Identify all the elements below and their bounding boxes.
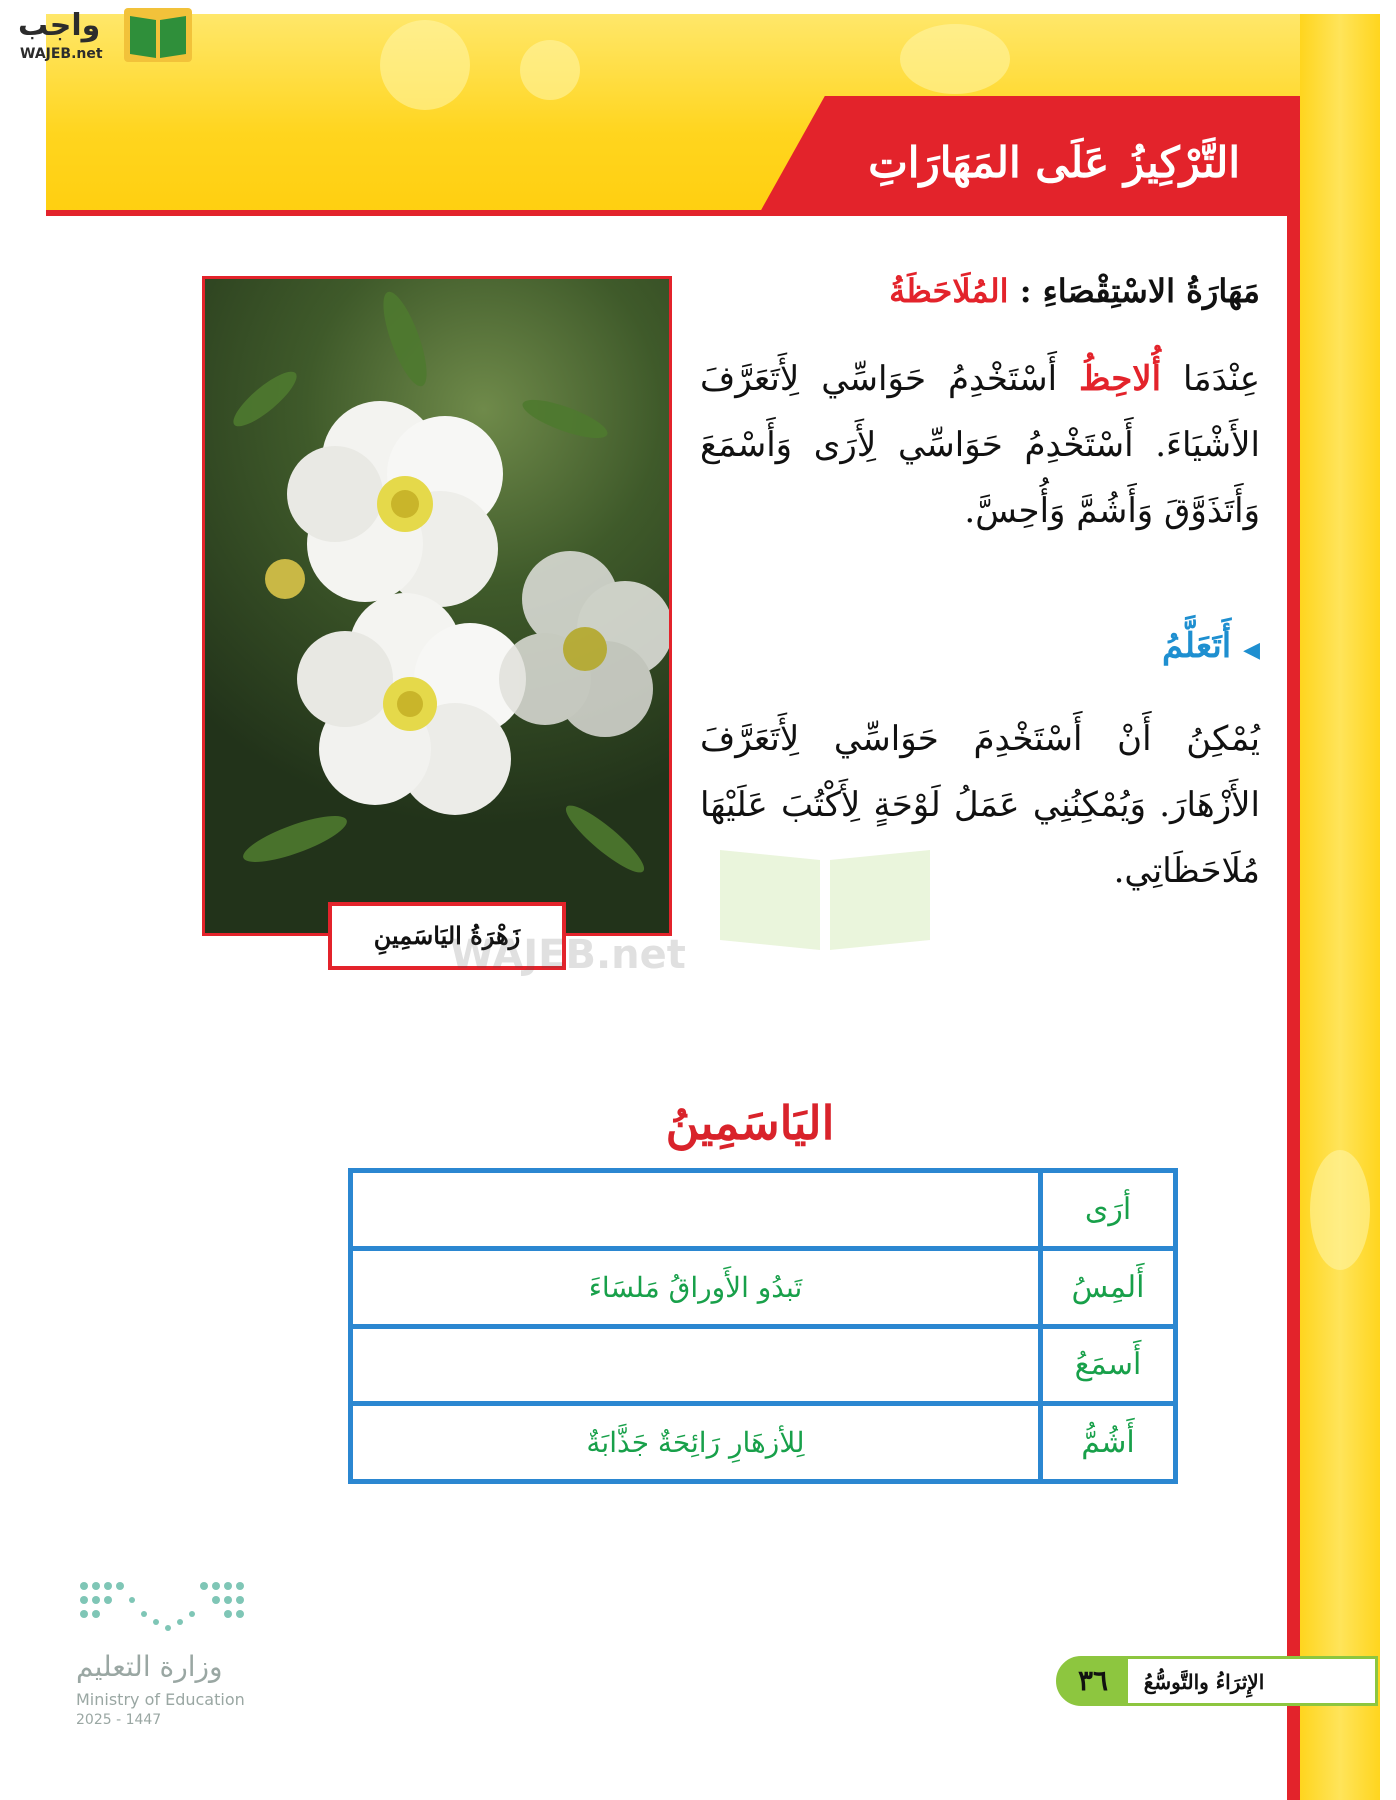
ministry-english: Ministry of Education (76, 1690, 245, 1709)
wajeb-logo[interactable] (10, 4, 190, 66)
flower-top (287, 401, 503, 607)
learn-label: أَتَعَلَّمُ (1162, 626, 1232, 666)
paragraph-rest: أَسْتَخْدِمُ حَوَاسِّي لِأَتَعَرَّفَ الأَشْيَاءَ. أَسْتَخْدِمُ حَوَاسِّي لِأَرَى وَأَسْمَعَ وَأَتَذَوَّقَ وَأَشُمَّ وَأُحِسَّ. (700, 359, 1260, 531)
book-icon (122, 6, 194, 64)
sense-cell: أَسمَعُ (1041, 1326, 1176, 1404)
sense-cell: أرَى (1041, 1171, 1176, 1249)
note-cell[interactable]: تَبدُو الأَوراقُ مَلسَاءَ (351, 1248, 1041, 1326)
ministry-years: 2025 - 1447 (76, 1712, 162, 1728)
skill-name: المُلَاحَظَةُ (889, 272, 1009, 310)
watermark-text: WAJEB.net (450, 932, 686, 978)
note-cell[interactable]: لِلأزهَارِ رَائِحَةٌ جَذَّابَةٌ (351, 1404, 1041, 1482)
right-yellow-band (1300, 14, 1380, 1800)
decor-bubble (380, 20, 470, 110)
decor-bubble (1310, 1150, 1370, 1270)
sense-cell: أَشُمُّ (1041, 1404, 1176, 1482)
table-row (351, 1171, 1176, 1249)
learn-heading (1060, 626, 1260, 676)
table-title: اليَاسَمِينُ (665, 1096, 835, 1150)
play-triangle-icon: ◀ (1243, 637, 1260, 663)
jasmine-photo (202, 276, 672, 936)
observation-paragraph (700, 346, 1260, 544)
page-title: التَّرْكِيزُ عَلَى المَهَارَاتِ (868, 138, 1240, 187)
red-page-edge (1287, 96, 1300, 1800)
footer-section-label: الإِثرَاءُ والتَّوسُّعُ (1143, 1670, 1265, 1694)
wajeb-watermark (450, 840, 950, 1000)
page-number: ٣٦ (1058, 1658, 1128, 1704)
sense-cell: أَلمِسُ (1041, 1248, 1176, 1326)
table-row (351, 1326, 1176, 1404)
ministry-arabic: وزارة التعليم (76, 1650, 223, 1683)
learn-paragraph: يُمْكِنُ أَنْ أَسْتَخْدِمَ حَوَاسِّي لِأَتَعَرَّفَ الأَزْهَارَ. وَيُمْكِنُنِي عَمَلُ لَوْحَةٍ لِأَكْتُبَ عَلَيْهَا مُلَاحَظَاتِي. (700, 719, 1260, 891)
observation-table (348, 1168, 1178, 1484)
skill-label: مَهَارَةُ الاسْتِقْصَاءِ : (1019, 272, 1260, 310)
decor-bubble (900, 24, 1010, 94)
paragraph-highlight: أُلاحِظُ (1078, 359, 1162, 399)
ministry-logo (76, 1578, 266, 1728)
note-cell[interactable] (351, 1326, 1041, 1404)
decor-bubble (520, 40, 580, 100)
ministry-dots-icon (78, 1578, 248, 1638)
flower-bottom (297, 593, 526, 815)
table-row (351, 1404, 1176, 1482)
table-row (351, 1248, 1176, 1326)
flower-illustration (205, 279, 669, 933)
skill-heading (740, 272, 1260, 322)
photo-caption: زَهْرَةُ اليَاسَمِينِ (328, 902, 566, 970)
logo-latin-text: WAJEB.net (20, 46, 103, 62)
paragraph-start: عِنْدَمَا (1161, 359, 1260, 399)
note-cell[interactable] (351, 1171, 1041, 1249)
flower-right (499, 551, 669, 737)
logo-arabic-text: واجب (18, 8, 101, 43)
